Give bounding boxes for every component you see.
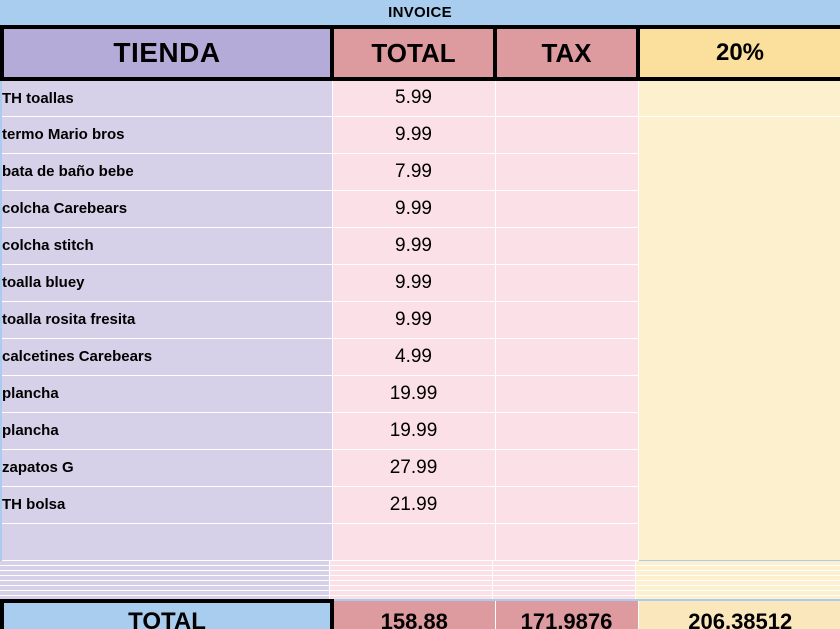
cell-item-total[interactable]: 9.99 <box>332 301 495 338</box>
table-header-row <box>2 27 840 79</box>
cell-item-total[interactable]: 27.99 <box>332 449 495 486</box>
cell-item-tax[interactable] <box>495 79 638 116</box>
cell-item-tax[interactable] <box>495 523 638 560</box>
cell-item-tax[interactable] <box>495 190 638 227</box>
cell-item-tax[interactable] <box>495 338 638 375</box>
cell-item-total[interactable]: 5.99 <box>332 79 495 116</box>
invoice-footer-table <box>0 599 840 629</box>
cell-item-percent[interactable] <box>638 79 840 116</box>
cell-item-name[interactable] <box>2 523 332 560</box>
invoice-title-band <box>0 0 840 25</box>
cell-item-total[interactable]: 19.99 <box>332 375 495 412</box>
cell-item-name[interactable]: plancha <box>2 375 332 412</box>
cell-item-name[interactable]: colcha Carebears <box>2 190 332 227</box>
cell-item-name[interactable]: toalla bluey <box>2 264 332 301</box>
collapsed-rows-region[interactable] <box>0 561 840 599</box>
column-header-tax[interactable]: TAX <box>495 27 638 79</box>
page-title: INVOICE <box>388 4 452 21</box>
cell-item-total[interactable]: 9.99 <box>332 116 495 153</box>
cell-item-tax[interactable] <box>495 412 638 449</box>
cell-item-name[interactable]: zapatos G <box>2 449 332 486</box>
cell-item-name[interactable]: termo Mario bros <box>2 116 332 153</box>
cell-item-total[interactable]: 4.99 <box>332 338 495 375</box>
cell-item-tax[interactable] <box>495 153 638 190</box>
cell-item-tax[interactable] <box>495 375 638 412</box>
total-percent-value[interactable]: 206.38512 <box>638 601 840 629</box>
table-total-row <box>2 601 840 629</box>
cell-item-tax[interactable] <box>495 486 638 523</box>
cell-item-name[interactable]: TH bolsa <box>2 486 332 523</box>
cell-item-total[interactable]: 7.99 <box>332 153 495 190</box>
cell-item-tax[interactable] <box>495 264 638 301</box>
total-tax-value[interactable]: 171.9876 <box>495 601 638 629</box>
table-row <box>2 79 840 116</box>
cell-item-total[interactable]: 9.99 <box>332 190 495 227</box>
cell-item-total[interactable]: 9.99 <box>332 227 495 264</box>
total-sum-value[interactable]: 158.88 <box>332 601 495 629</box>
cell-item-total[interactable] <box>332 523 495 560</box>
column-header-total[interactable]: TOTAL <box>332 27 495 79</box>
table-row <box>2 116 840 153</box>
cell-item-name[interactable]: calcetines Carebears <box>2 338 332 375</box>
collapsed-rows-total-column[interactable] <box>330 561 493 599</box>
cell-item-total[interactable]: 9.99 <box>332 264 495 301</box>
collapsed-rows-name-column[interactable] <box>0 561 330 599</box>
cell-item-name[interactable]: bata de baño bebe <box>2 153 332 190</box>
cell-item-tax[interactable] <box>495 449 638 486</box>
total-row-label[interactable]: TOTAL <box>2 601 332 629</box>
column-header-percent[interactable]: 20% <box>638 27 840 79</box>
cell-item-name[interactable]: colcha stitch <box>2 227 332 264</box>
invoice-table <box>0 25 840 561</box>
cell-percent-merged[interactable] <box>638 116 840 560</box>
cell-item-total[interactable]: 21.99 <box>332 486 495 523</box>
column-header-tienda[interactable]: TIENDA <box>2 27 332 79</box>
cell-item-name[interactable]: plancha <box>2 412 332 449</box>
cell-item-name[interactable]: toalla rosita fresita <box>2 301 332 338</box>
cell-item-tax[interactable] <box>495 301 638 338</box>
cell-item-name[interactable]: TH toallas <box>2 79 332 116</box>
cell-item-tax[interactable] <box>495 116 638 153</box>
cell-item-total[interactable]: 19.99 <box>332 412 495 449</box>
collapsed-rows-percent-column[interactable] <box>636 561 840 599</box>
cell-item-tax[interactable] <box>495 227 638 264</box>
collapsed-rows-tax-column[interactable] <box>493 561 636 599</box>
